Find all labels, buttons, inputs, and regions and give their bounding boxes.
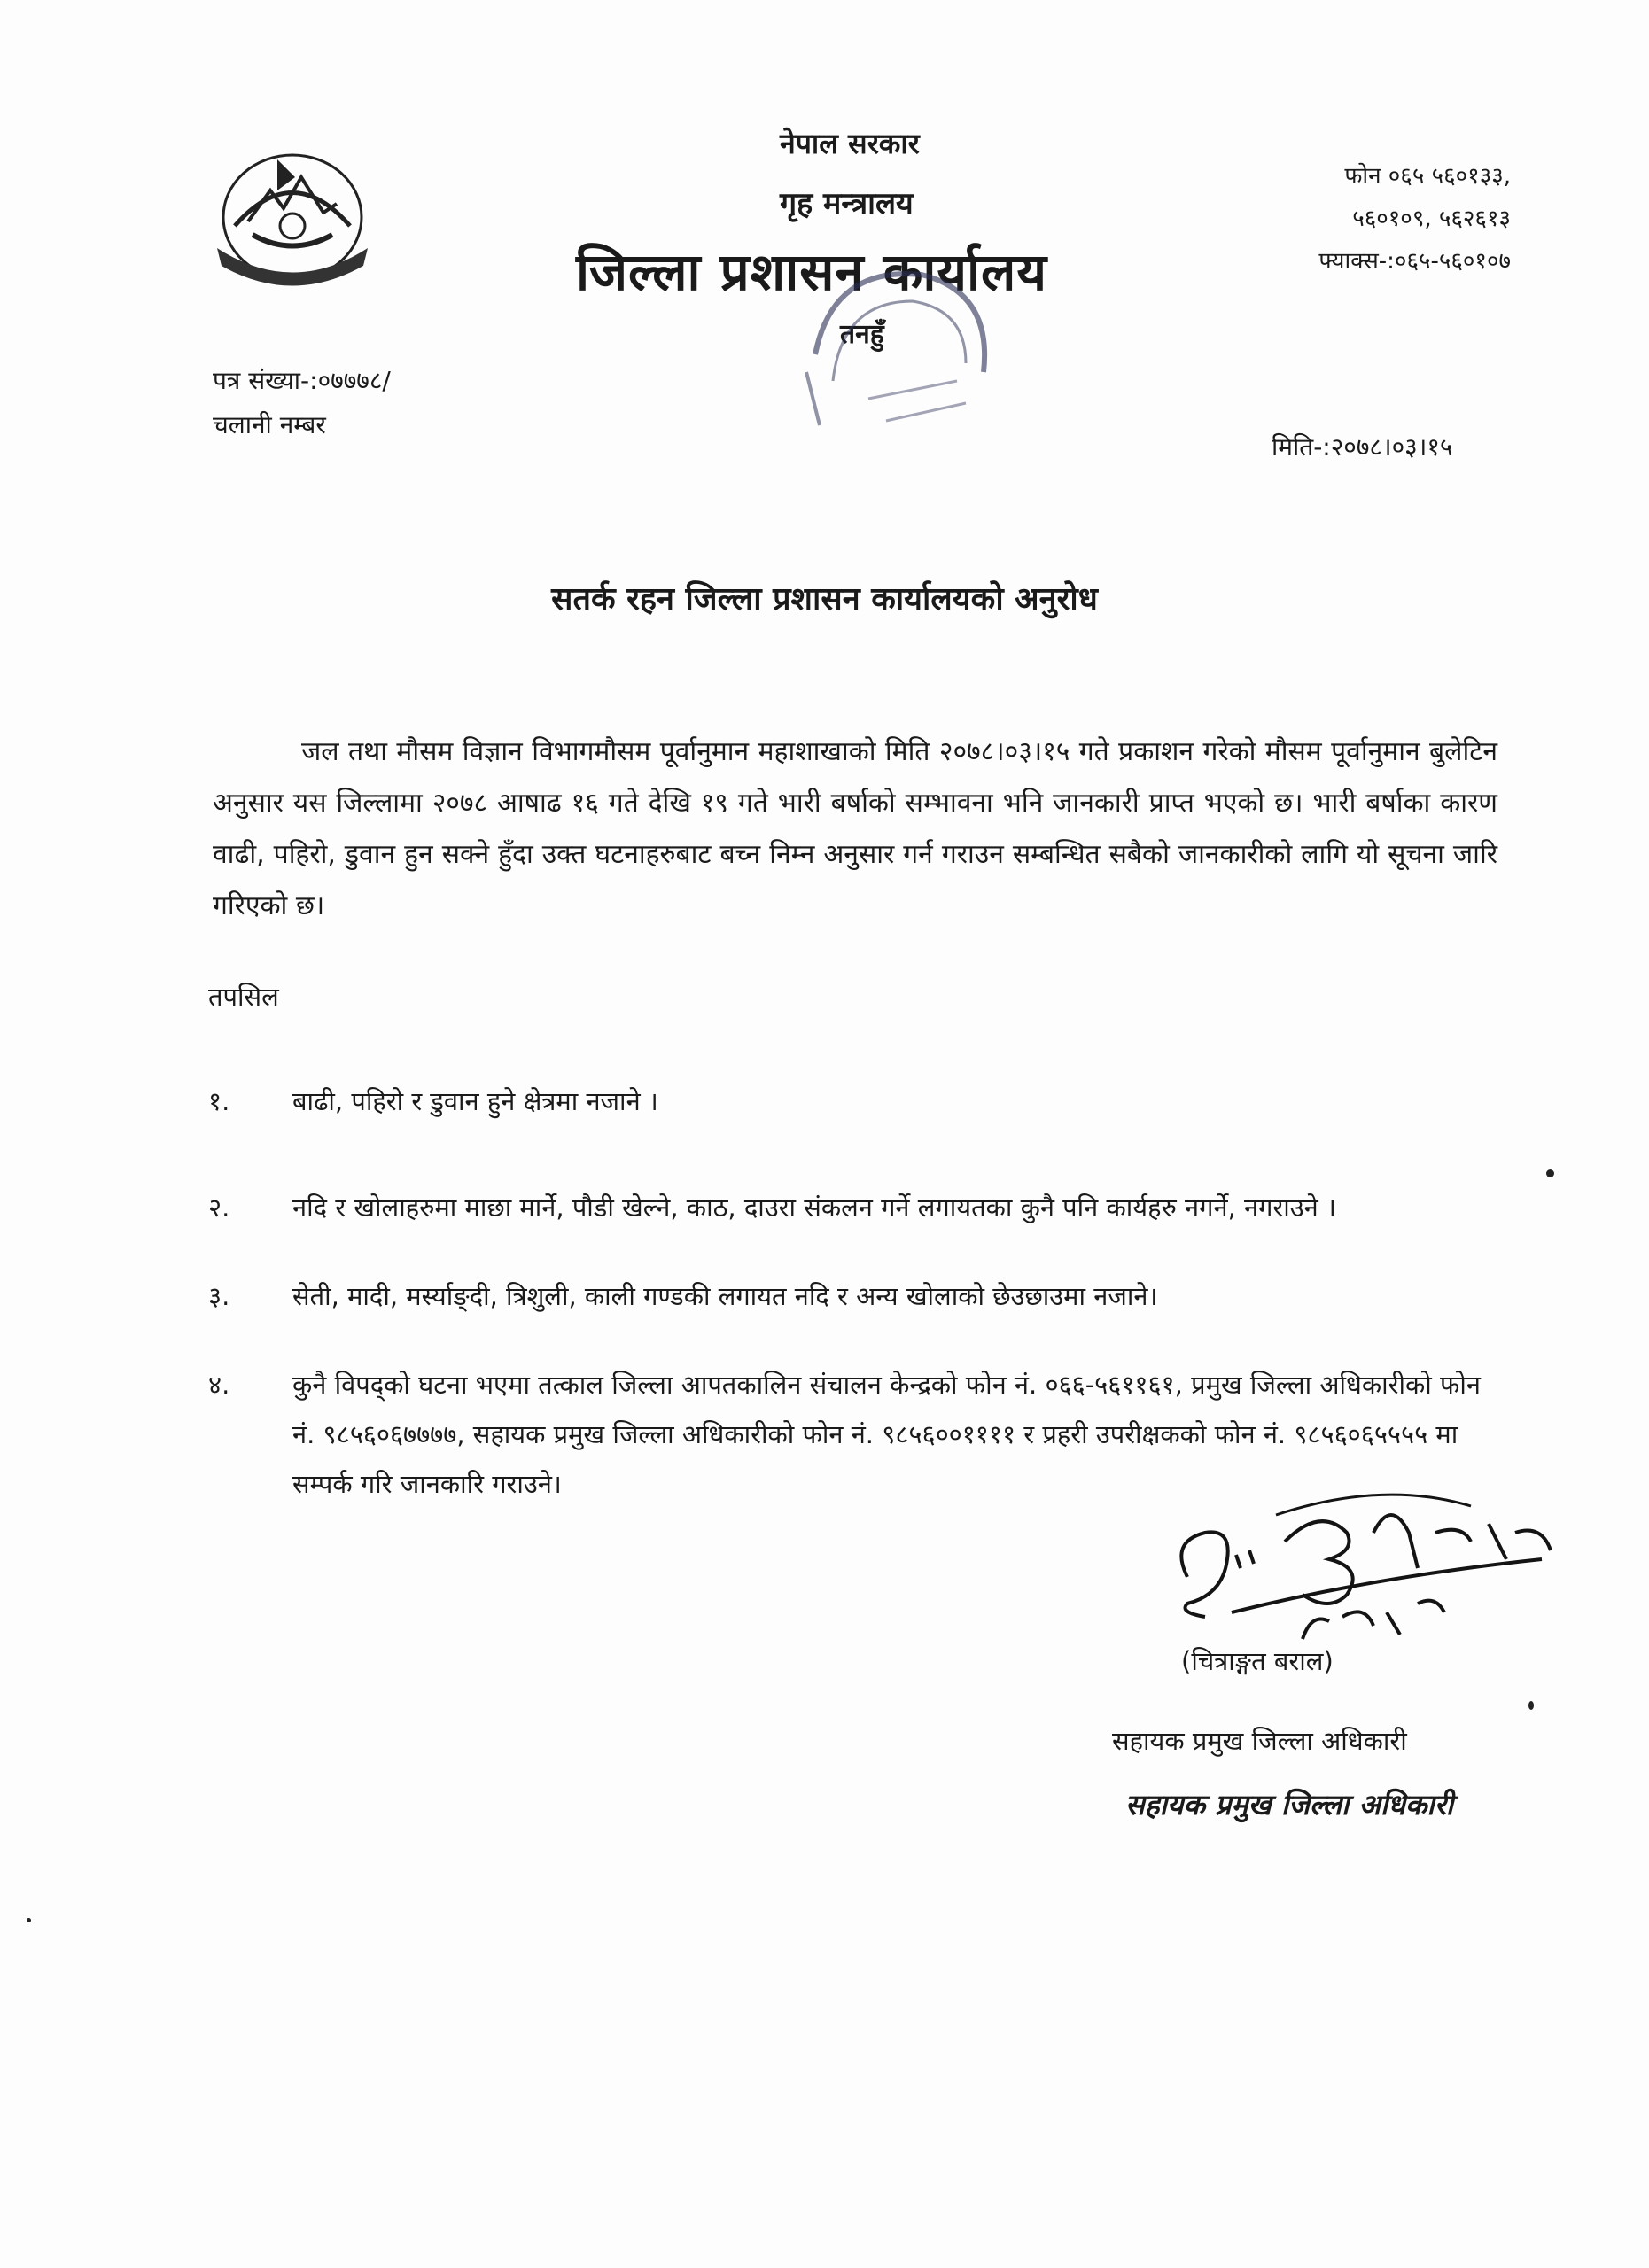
ink-speck xyxy=(1528,1701,1534,1710)
signatory-name: (चित्राङ्गत बराल) xyxy=(1181,1646,1334,1676)
item-text: कुनै विपद्को घटना भएमा तत्काल जिल्ला आपतकालिन संचालन केन्द्रको फोन नं. ०६६-५६११६१, प्रमुख जिल्ला अधिकारीको फोन नं. ९८५६०६७७७७, सहायक प्रमुख जिल्ला अधिकारीको फोन नं. ९८५६००११११ र प्रहरी उपरीक्षकको फोन नं. ९८५६०६५५५५ मा सम्पर्क गरि जानकारि गराउने। xyxy=(292,1370,1481,1499)
item-number: २. xyxy=(208,1192,230,1223)
letter-number: पत्र संख्या-:०७७७८/ xyxy=(213,366,391,395)
details-heading: तपसिल xyxy=(208,982,279,1012)
item-text: सेती, मादी, मर्स्याङ्दी, त्रिशुली, काली गण्डकी लगायत नदि र अन्य खोलाको छेउछाउमा नजाने। xyxy=(292,1281,1158,1311)
office-round-stamp-icon xyxy=(780,248,1028,461)
list-item xyxy=(208,1076,1511,1126)
item-text: बाढी, पहिरो र डुवान हुने क्षेत्रमा नजाने । xyxy=(292,1086,658,1116)
letter-date: मिति-:२०७८।०३।१५ xyxy=(1272,432,1453,462)
handwritten-signature-icon xyxy=(1152,1471,1568,1657)
designation-stamp: सहायक प्रमुख जिल्ला अधिकारी xyxy=(1125,1788,1454,1821)
fax-line: फ्याक्स-:०६५-५६०१०७ xyxy=(1318,248,1511,275)
government-name: नेपाल सरकार xyxy=(780,127,920,160)
list-item xyxy=(208,1183,1511,1232)
item-number: १. xyxy=(208,1086,230,1116)
dispatch-number: चलानी नम्बर xyxy=(213,410,326,439)
signatory-title: सहायक प्रमुख जिल्ला अधिकारी xyxy=(1112,1726,1407,1756)
ink-speck xyxy=(1546,1169,1554,1177)
phone-line: ५६०१०९, ५६२६१३ xyxy=(1352,206,1511,232)
body-paragraph: जल तथा मौसम विज्ञान विभागमौसम पूर्वानुमान महाशाखाको मिति २०७८।०३।१५ गते प्रकाशन गरेको मौसम पूर्वानुमान बुलेटिन अनुसार यस जिल्लामा २०७८ आषाढ १६ गते देखि १९ गते भारी बर्षाको सम्भावना भनि जानकारी प्राप्त भएको छ। भारी बर्षाका कारण वाढी, पहिरो, डुवान हुन सक्ने हुँदा उक्त घटनाहरुबाट बच्न निम्न अनुसार गर्न गराउन सम्बन्धित सबैको जानकारीको लागि यो सूचना जारि गरिएको छ। xyxy=(213,736,1497,921)
phone-line: फोन ०६५ ५६०१३३, xyxy=(1344,163,1511,190)
office-name: जिल्ला प्रशासन कार्यालय xyxy=(576,242,1048,302)
ministry-name: गृह मन्त्रालय xyxy=(780,186,914,221)
item-number: ४. xyxy=(208,1370,230,1400)
ink-speck xyxy=(27,1918,31,1922)
subject-line: सतर्क रहन जिल्ला प्रशासन कार्यालयको अनुरोध xyxy=(551,581,1098,617)
district-name: तनहुँ xyxy=(840,319,884,350)
contact-block xyxy=(1272,155,1511,283)
nepal-government-emblem-icon xyxy=(199,142,385,292)
item-number: ३. xyxy=(208,1281,230,1311)
list-item xyxy=(208,1271,1511,1321)
item-text: नदि र खोलाहरुमा माछा मार्ने, पौडी खेल्ने, काठ, दाउरा संकलन गर्ने लगायतका कुनै पनि कार्यहरु नगर्ने, नगराउने । xyxy=(292,1192,1336,1223)
